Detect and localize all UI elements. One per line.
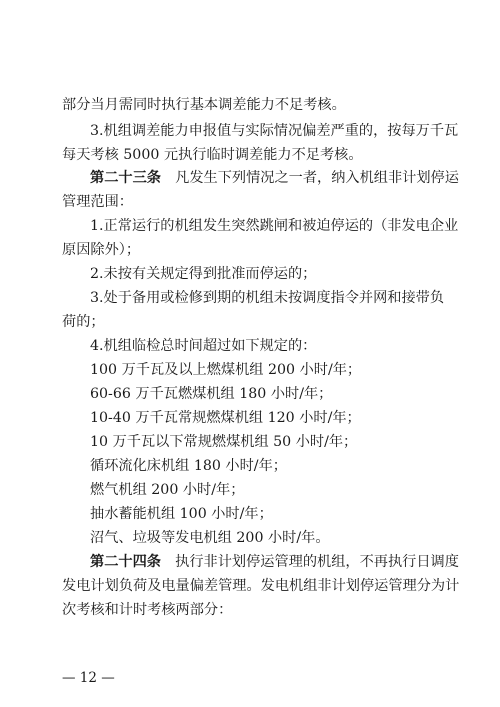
text-line: 凡发生下列情况之一者，纳入机组非计划停运 bbox=[175, 170, 459, 186]
article-paragraph-23 bbox=[90, 169, 459, 187]
text-line: 燃气机组 200 小时/年； bbox=[90, 482, 245, 498]
text-line: 执行非计划停运管理的机组，不再执行日调度 bbox=[175, 554, 459, 570]
text-line: 60-66 万千瓦燃煤机组 180 小时/年； bbox=[90, 386, 333, 402]
article-heading: 第二十四条 bbox=[90, 554, 161, 570]
text-line: 原因除外）； bbox=[62, 242, 141, 258]
text-line: 2.未按有关规定得到批准而停运的； bbox=[90, 266, 317, 282]
text-line: 10 万千瓦以下常规燃煤机组 50 小时/年； bbox=[90, 434, 358, 450]
article-heading: 第二十三条 bbox=[90, 170, 161, 186]
article-paragraph-24 bbox=[90, 553, 459, 571]
text-line: 循环流化床机组 180 小时/年； bbox=[90, 458, 287, 474]
text-line: 100 万千瓦及以上燃煤机组 200 小时/年； bbox=[90, 362, 362, 378]
text-line: 3.机组调差能力申报值与实际情况偏差严重的，按每万千瓦 bbox=[90, 123, 459, 139]
text-line: 每天考核 5000 元执行临时调差能力不足考核。 bbox=[62, 147, 363, 163]
text-line: 3.处于备用或检修到期的机组未按调度指令并网和接带负 bbox=[90, 290, 445, 306]
text-line: 部分当月需同时执行基本调差能力不足考核。 bbox=[62, 97, 346, 113]
text-line: 沼气、垃圾等发电机组 200 小时/年。 bbox=[90, 530, 330, 546]
text-line: 抽水蓄能机组 100 小时/年； bbox=[90, 506, 273, 522]
text-line: 次考核和计时考核两部分： bbox=[62, 602, 233, 618]
text-line: 10-40 万千瓦常规燃煤机组 120 小时/年； bbox=[90, 410, 361, 426]
text-line: 4.机组临检总时间超过如下规定的： bbox=[90, 338, 317, 354]
text-line: 管理范围： bbox=[62, 194, 133, 210]
page-number: — 12 — bbox=[62, 670, 115, 686]
text-line: 1.正常运行的机组发生突然跳闸和被迫停运的（非发电企业 bbox=[90, 218, 459, 234]
text-line: 发电计划负荷及电量偏差管理。发电机组非计划停运管理分为计 bbox=[62, 578, 460, 594]
text-line: 荷的； bbox=[62, 314, 105, 330]
